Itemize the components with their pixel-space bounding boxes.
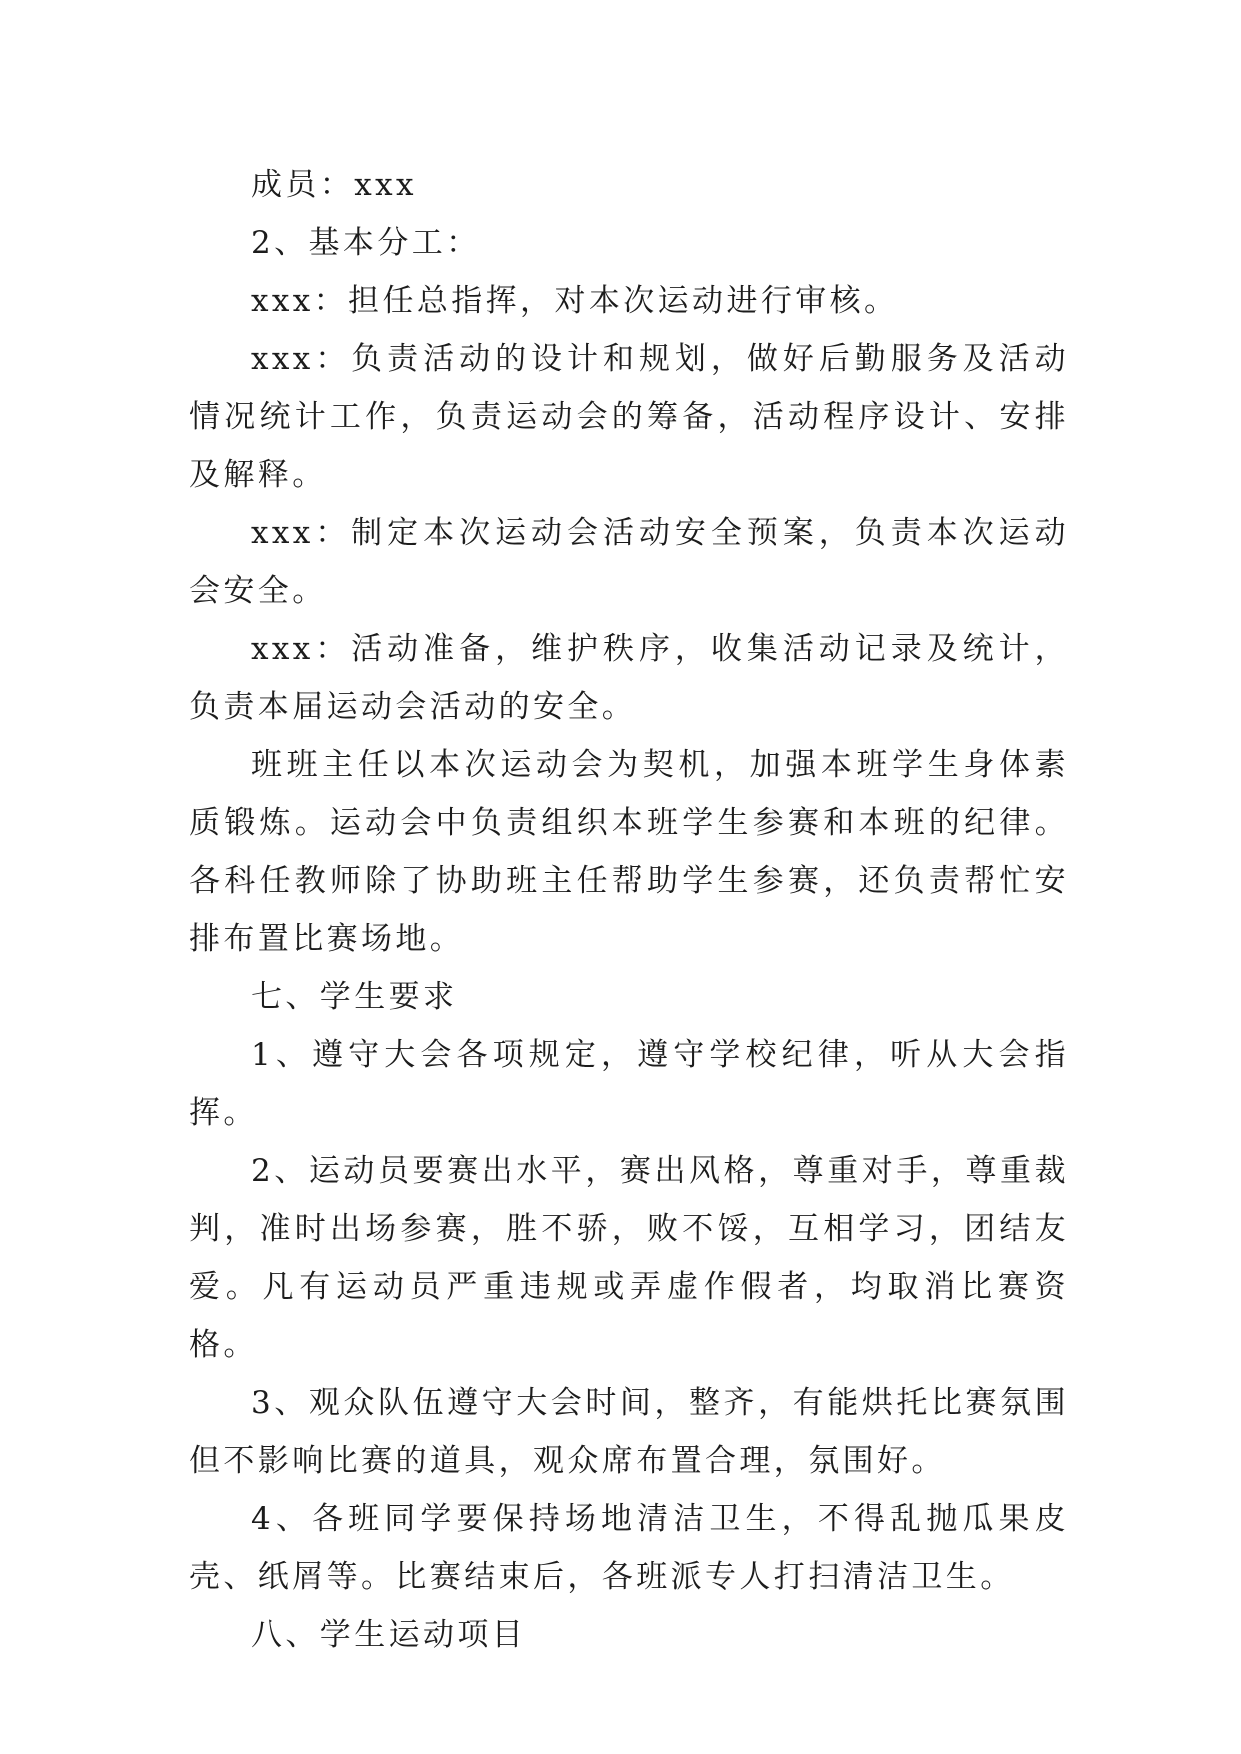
paragraph-commander: xxx：担任总指挥，对本次运动进行审核。 (251, 283, 899, 319)
requirement-item-2: 2、运动员要赛出水平，赛出风格，尊重对手，尊重裁判，准时出场参赛，胜不骄，败不馁，互相学习，团结友爱。凡有运动员严重违规或弄虚作假者，均取消比赛资格。 (189, 1153, 1069, 1363)
requirement-item-1: 1、遵守大会各项规定，遵守学校纪律，听从大会指挥。 (189, 1037, 1069, 1131)
paragraph-planner: xxx：负责活动的设计和规划，做好后勤服务及活动情况统计工作，负责运动会的筹备，活动程序设计、安排及解释。 (189, 341, 1069, 493)
section-heading-sports-events: 八、学生运动项目 (251, 1617, 527, 1653)
paragraph-class-teachers: 班班主任以本次运动会为契机，加强本班学生身体素质锻炼。运动会中负责组织本班学生参赛和本班的纪律。各科任教师除了协助班主任帮助学生参赛，还负责帮忙安排布置比赛场地。 (189, 747, 1069, 957)
paragraph-safety: xxx：制定本次运动会活动安全预案，负责本次运动会安全。 (189, 515, 1069, 609)
section-heading-student-requirements: 七、学生要求 (251, 979, 458, 1015)
paragraph-members: 成员：xxx (251, 167, 417, 203)
requirement-item-3: 3、观众队伍遵守大会时间，整齐，有能烘托比赛氛围但不影响比赛的道具，观众席布置合理，氛围好。 (189, 1385, 1069, 1479)
requirement-item-4: 4、各班同学要保持场地清洁卫生，不得乱抛瓜果皮壳、纸屑等。比赛结束后，各班派专人打扫清洁卫生。 (189, 1501, 1069, 1595)
paragraph-division-heading: 2、基本分工： (251, 225, 481, 261)
document-body (189, 156, 1069, 1664)
paragraph-preparation: xxx：活动准备，维护秩序，收集活动记录及统计，负责本届运动会活动的安全。 (189, 631, 1069, 725)
